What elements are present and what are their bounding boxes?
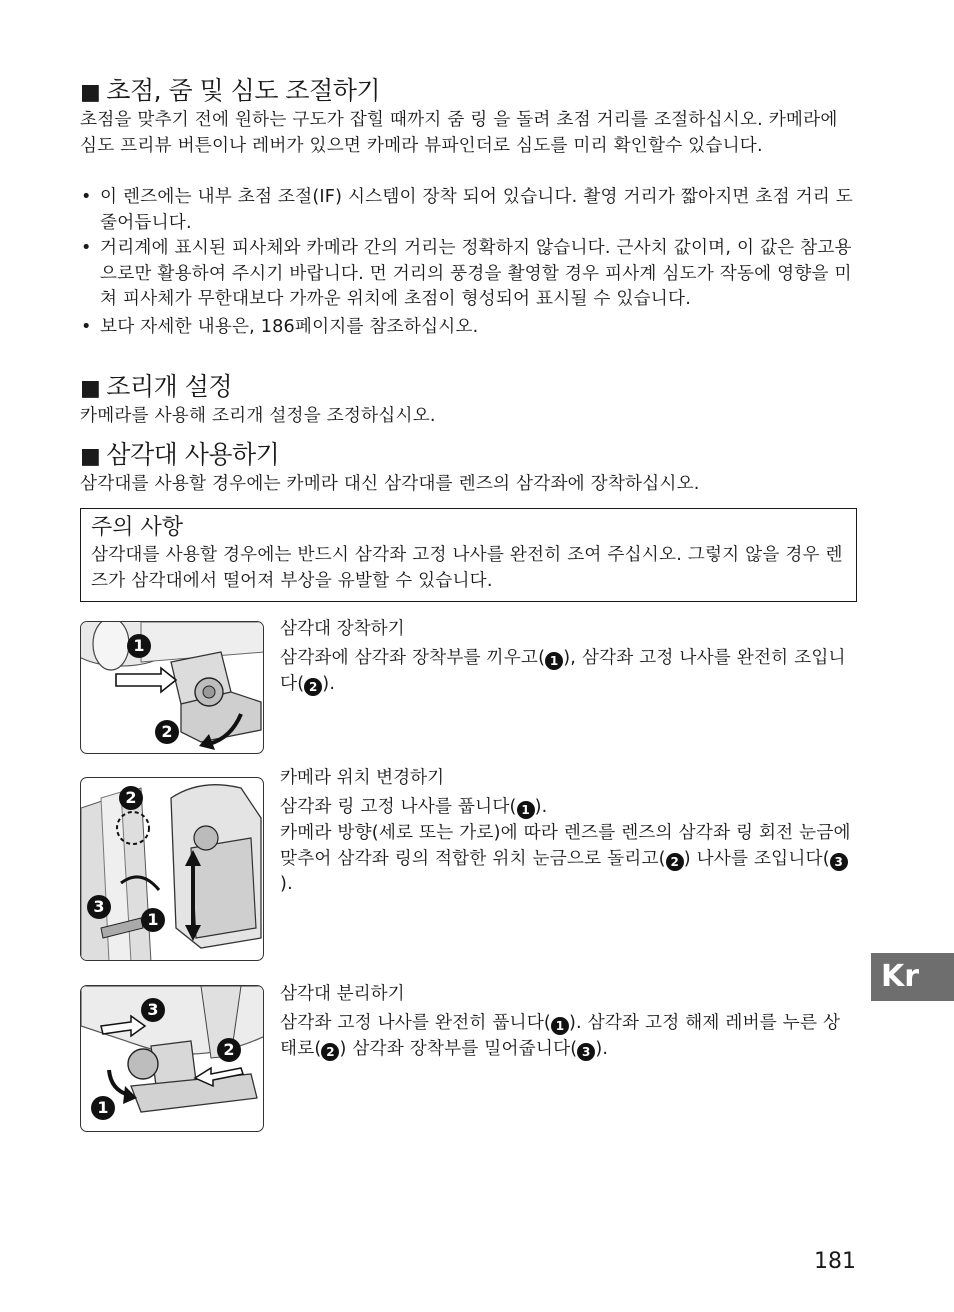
callout-marker: 1 — [91, 1096, 115, 1120]
section-title: 조리개 설정 — [106, 372, 232, 401]
step-number-marker: 2 — [666, 853, 684, 871]
step-number-marker: 1 — [545, 652, 563, 670]
text-fragment: ). — [595, 1038, 609, 1059]
text-fragment: ). — [534, 797, 548, 817]
text-fragment: 카메라 방향(세로 또는 가로)에 따라 렌즈를 렌즈의 삼각좌 링 회전 눈금에 맞추어 삼각좌 링의 적합한 위치 눈금으로 돌리고( — [280, 823, 851, 869]
section-title: 초점, 줌 및 심도 조절하기 — [106, 76, 381, 105]
rotate-illustration — [81, 778, 264, 961]
text-fragment: ) 나사를 조입니다( — [683, 848, 830, 869]
caution-title: 주의 사항 — [91, 515, 184, 540]
step-body-attach — [280, 646, 855, 697]
text-fragment: ). — [322, 673, 336, 694]
figure-rotate-camera — [80, 777, 264, 961]
callout-marker: 1 — [127, 634, 151, 658]
callout-marker: 1 — [141, 908, 165, 932]
step-number-marker: 2 — [304, 678, 322, 696]
step-title-attach: 삼각대 장착하기 — [280, 619, 405, 639]
callout-marker: 2 — [217, 1038, 241, 1062]
text-fragment: 삼각좌에 삼각좌 장착부를 끼우고( — [280, 648, 546, 668]
step-body-remove — [280, 1011, 855, 1062]
section-heading-tripod — [80, 440, 279, 472]
list-item: • 이 렌즈에는 내부 초점 조절(IF) 시스템이 장착 되어 있습니다. 촬영 거리가 짧아지면 초점 거리 도 줄어듭니다. — [80, 185, 858, 236]
caution-body: 삼각대를 사용할 경우에는 반드시 삼각좌 고정 나사를 완전히 조여 주십시오. 그렇지 않을 경우 렌즈가 삼각대에서 떨어져 부상을 유발할 수 있습니다. — [91, 545, 843, 591]
section-title: 삼각대 사용하기 — [106, 440, 280, 469]
language-tab: Kr — [871, 953, 954, 1001]
text-fragment: ) 삼각좌 장착부를 밀어줍니다( — [339, 1038, 578, 1059]
tripod-body: 삼각대를 사용할 경우에는 카메라 대신 삼각대를 렌즈의 삼각좌에 장착하십시오. — [80, 474, 700, 494]
caution-box — [80, 508, 857, 602]
section-heading-aperture — [80, 372, 232, 404]
step-title-remove: 삼각대 분리하기 — [280, 984, 405, 1004]
figure-remove-tripod — [80, 985, 264, 1132]
step-title-rotate: 카메라 위치 변경하기 — [280, 768, 445, 788]
callout-marker: 3 — [87, 895, 111, 919]
list-item: • 보다 자세한 내용은, 186페이지를 참조하십시오. — [80, 315, 858, 341]
list-item: • 거리계에 표시된 피사체와 카메라 간의 거리는 정확하지 않습니다. 근사치 값이며, 이 값은 참고용으로만 활용하여 주시기 바랍니다. 먼 거리의 풍경을 촬영할 경우 피사계 심도가 작동에 영향을 미쳐 피사체가 무한대보다 가까운 위치에 초점이 형성되어 표시될 수 있습니다. — [80, 236, 858, 313]
step-number-marker: 3 — [830, 853, 848, 871]
callout-marker: 2 — [119, 786, 143, 810]
step-body-rotate-line1 — [280, 795, 855, 821]
focus-body: 초점을 맞추기 전에 원하는 구도가 잡힐 때까지 줌 링 을 돌려 초점 거리를 조절하십시오. 카메라에 심도 프리뷰 버튼이나 레버가 있으면 카메라 뷰파인더로 심도를 미리 확인할수 있습니다. — [80, 110, 838, 156]
step-number-marker: 1 — [551, 1017, 569, 1035]
step-number-marker: 2 — [321, 1043, 339, 1061]
page-number: 181 — [814, 1249, 856, 1274]
text-fragment: ), 삼각좌 고정 나사를 완전히 조입니다( — [280, 648, 846, 694]
square-bullet-icon: ■ — [80, 444, 101, 469]
callout-marker: 2 — [155, 720, 179, 744]
text-fragment: ). — [280, 874, 293, 895]
text-fragment: 삼각좌 고정 나사를 완전히 풉니다( — [280, 1013, 551, 1033]
figure-attach-tripod — [80, 621, 264, 754]
aperture-body: 카메라를 사용해 조리개 설정을 조정하십시오. — [80, 406, 436, 426]
text-fragment: ). 삼각좌 고정 해제 레버를 누른 상태로( — [280, 1013, 841, 1059]
square-bullet-icon: ■ — [80, 80, 101, 105]
square-bullet-icon: ■ — [80, 376, 101, 401]
callout-marker: 3 — [141, 998, 165, 1022]
section-heading-focus — [80, 76, 380, 108]
step-body-rotate-line2 — [280, 821, 855, 898]
text-fragment: 삼각좌 링 고정 나사를 풉니다( — [280, 797, 517, 817]
step-number-marker: 3 — [577, 1043, 595, 1061]
focus-bullet-list — [80, 185, 858, 341]
step-number-marker: 1 — [517, 801, 535, 819]
